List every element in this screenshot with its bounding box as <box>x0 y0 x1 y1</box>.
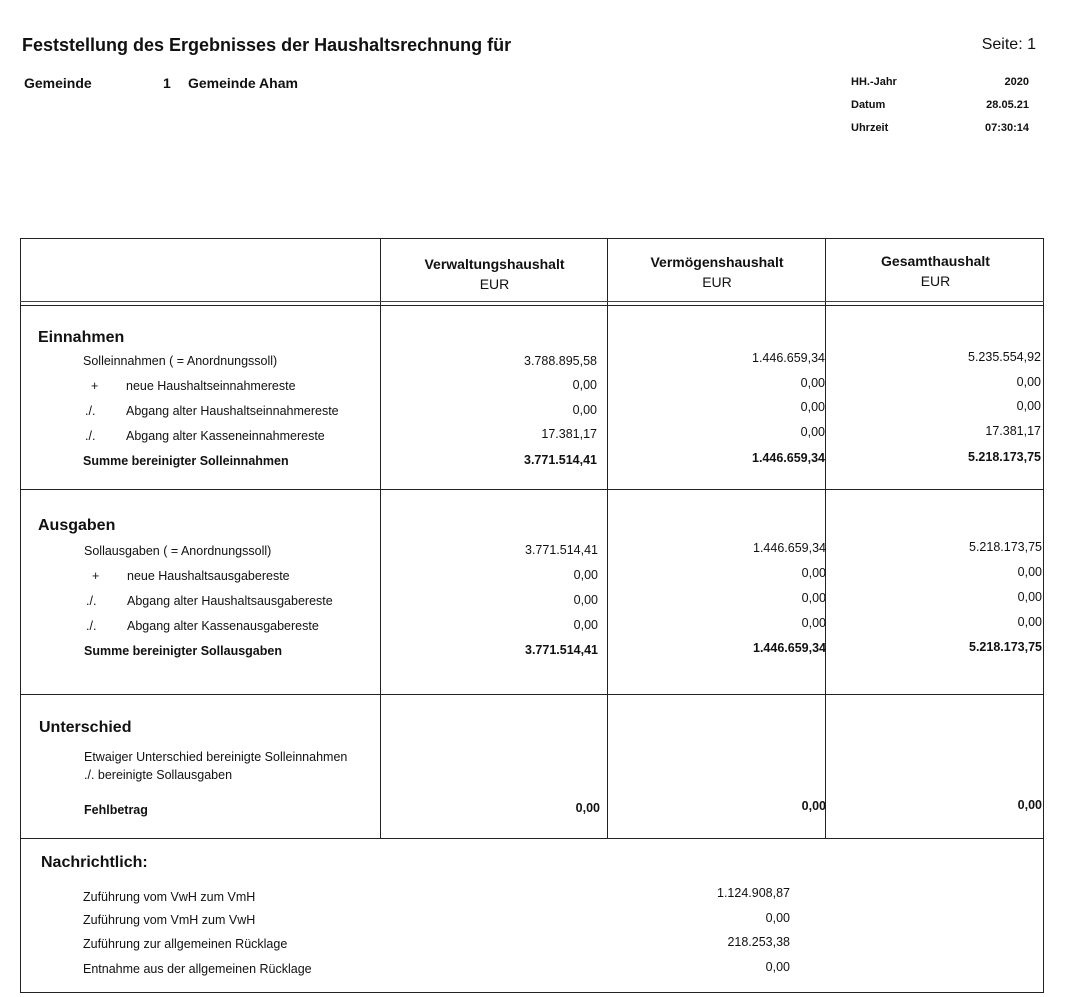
value-vermoegen: 0,00 <box>800 376 825 390</box>
meta-value-date: 28.05.21 <box>986 99 1029 111</box>
row-prefix: ./. <box>86 619 97 633</box>
row-label: neue Haushaltseinnahmereste <box>126 379 296 393</box>
meta-value-time: 07:30:14 <box>984 122 1029 134</box>
value-vermoegen: 0,00 <box>801 566 826 580</box>
value-vermoegen: 0,00 <box>801 616 826 630</box>
value-verwaltung: 17.381,17 <box>541 427 597 441</box>
info-row-label: Zuführung vom VmH zum VwH <box>83 913 256 927</box>
value-gesamt: 0,00 <box>1016 399 1041 413</box>
value-verwaltung: 0,00 <box>572 403 597 417</box>
value-gesamt: 0,00 <box>1017 615 1042 629</box>
value-gesamt: 5.218.173,75 <box>969 540 1042 554</box>
total-vermoegen: 1.446.659,34 <box>753 641 826 655</box>
column-unit: EUR <box>479 276 510 292</box>
info-row-value: 218.253,38 <box>727 935 790 949</box>
info-row-value: 1.124.908,87 <box>717 886 790 900</box>
section-heading-einnahmen: Einnahmen <box>38 329 125 346</box>
value-gesamt: 0,00 <box>1017 565 1042 579</box>
row-label: Abgang alter Haushaltsausgabereste <box>127 594 333 608</box>
report-title: Feststellung des Ergebnisses der Haushaltsrechnung für <box>22 35 512 55</box>
row-prefix: ./. <box>85 404 96 418</box>
value-verwaltung: 0,00 <box>572 378 597 392</box>
info-row-label: Zuführung zur allgemeinen Rücklage <box>83 937 288 951</box>
gemeinde-name: Gemeinde Aham <box>188 75 298 91</box>
info-row-label: Zuführung vom VwH zum VmH <box>83 890 256 904</box>
column-divider <box>825 238 826 838</box>
value-verwaltung: 0,00 <box>573 593 598 607</box>
column-title: Gesamthaushalt <box>881 253 990 269</box>
value-gesamt: 0,00 <box>1016 375 1041 389</box>
row-prefix: ./. <box>86 594 97 608</box>
section-heading-unterschied: Unterschied <box>39 719 132 736</box>
total-verwaltung: 3.771.514,41 <box>524 453 597 467</box>
section-divider <box>20 838 1044 839</box>
value-vermoegen: 0,00 <box>800 425 825 439</box>
row-prefix: ./. <box>85 429 96 443</box>
column-unit: EUR <box>920 273 951 289</box>
column-unit: EUR <box>702 274 732 290</box>
fehlbetrag-label: Fehlbetrag <box>84 803 148 817</box>
value-vermoegen: 0,00 <box>801 591 826 605</box>
fehlbetrag-gesamt: 0,00 <box>1017 798 1042 812</box>
value-gesamt: 0,00 <box>1017 590 1042 604</box>
unterschied-text: Etwaiger Unterschied bereinigte Solleinnahmen <box>84 750 348 764</box>
info-row-value: 0,00 <box>765 960 790 974</box>
gemeinde-label: Gemeinde <box>24 75 92 91</box>
total-gesamt: 5.218.173,75 <box>969 640 1042 654</box>
fehlbetrag-verwaltung: 0,00 <box>575 801 600 815</box>
total-vermoegen: 1.446.659,34 <box>752 451 825 465</box>
column-divider <box>607 238 608 838</box>
value-vermoegen: 1.446.659,34 <box>752 351 825 365</box>
row-prefix: + <box>92 569 100 583</box>
column-header-verwaltung <box>382 254 607 294</box>
row-label: Solleinnahmen ( = Anordnungssoll) <box>83 354 278 368</box>
info-row-label: Entnahme aus der allgemeinen Rücklage <box>83 962 312 976</box>
gemeinde-number: 1 <box>163 75 171 91</box>
row-label: Sollausgaben ( = Anordnungssoll) <box>84 544 272 558</box>
row-prefix: + <box>91 379 99 393</box>
column-divider <box>380 238 381 838</box>
column-title: Verwaltungshaushalt <box>424 256 565 272</box>
value-verwaltung: 0,00 <box>573 618 598 632</box>
column-header-gesamt <box>827 251 1044 291</box>
info-row-value: 0,00 <box>765 911 790 925</box>
value-verwaltung: 3.771.514,41 <box>525 543 598 557</box>
row-label: Abgang alter Kasseneinnahmereste <box>126 429 325 443</box>
fehlbetrag-vermoegen: 0,00 <box>801 799 826 813</box>
value-gesamt: 5.235.554,92 <box>968 350 1041 364</box>
value-verwaltung: 3.788.895,58 <box>524 354 597 368</box>
column-header-vermoegen <box>609 252 825 292</box>
total-label: Summe bereinigter Sollausgaben <box>84 644 282 658</box>
row-label: neue Haushaltsausgabereste <box>127 569 290 583</box>
row-label: Abgang alter Kassenausgabereste <box>127 619 319 633</box>
meta-key-time: Uhrzeit <box>851 122 889 134</box>
meta-key-date: Datum <box>851 99 886 111</box>
page-number: Seite: 1 <box>981 36 1036 53</box>
section-heading-ausgaben: Ausgaben <box>38 517 116 534</box>
total-gesamt: 5.218.173,75 <box>968 450 1041 464</box>
header-divider <box>20 305 1044 306</box>
result-table <box>20 238 1044 993</box>
value-verwaltung: 0,00 <box>573 568 598 582</box>
value-vermoegen: 1.446.659,34 <box>753 541 826 555</box>
row-label: Abgang alter Haushaltseinnahmereste <box>126 404 339 418</box>
column-title: Vermögenshaushalt <box>650 254 784 270</box>
section-heading-nachrichtlich: Nachrichtlich: <box>41 854 148 871</box>
value-vermoegen: 0,00 <box>800 400 825 414</box>
value-gesamt: 17.381,17 <box>985 424 1041 438</box>
unterschied-text: ./. bereinigte Sollausgaben <box>84 768 233 782</box>
header-divider <box>20 301 1044 302</box>
meta-key-year: HH.-Jahr <box>851 76 897 88</box>
section-divider <box>20 489 1044 490</box>
total-verwaltung: 3.771.514,41 <box>525 643 598 657</box>
meta-value-year: 2020 <box>1004 76 1029 88</box>
section-divider <box>20 694 1044 695</box>
total-label: Summe bereinigter Solleinnahmen <box>83 454 289 468</box>
